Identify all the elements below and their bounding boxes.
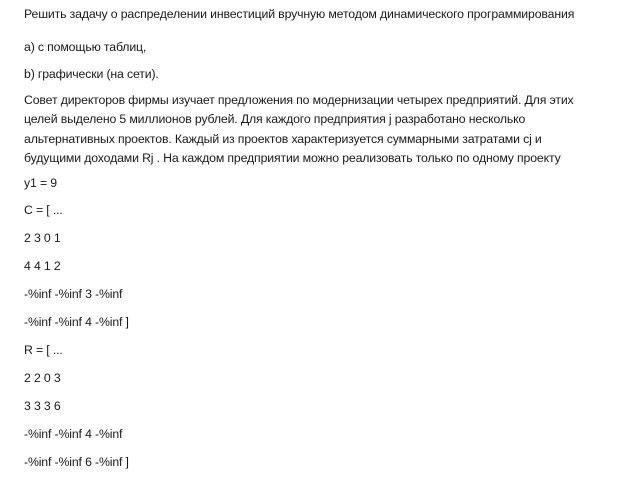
c-matrix-row: -%inf -%inf 4 -%inf ] (24, 315, 129, 329)
description-line: Совет директоров фирмы изучает предложения по модернизации четырех предприятий. Для этих (24, 93, 574, 107)
c-matrix-row: -%inf -%inf 3 -%inf (24, 287, 123, 301)
option-a: а) с помощью таблиц, (24, 40, 147, 54)
c-matrix-header: C = [ ... (24, 203, 63, 217)
r-matrix-row: -%inf -%inf 6 -%inf ] (24, 455, 129, 469)
r-matrix-header: R = [ ... (24, 343, 63, 357)
task-title: Решить задачу о распределении инвестиций вручную методом динамического программирования (24, 7, 575, 21)
description-line: целей выделено 5 миллионов рублей. Для каждого предприятия j разработано несколько (24, 112, 526, 127)
description-line: альтернативных проектов. Каждый из проектов характеризуется суммарными затратами cj и (24, 131, 542, 146)
y1-value: y1 = 9 (24, 176, 57, 190)
r-matrix-row: 2 2 0 3 (24, 371, 61, 385)
c-matrix-row: 2 3 0 1 (24, 231, 61, 245)
task-description (24, 91, 609, 168)
c-matrix-row: 4 4 1 2 (24, 259, 61, 273)
description-line: будущими доходами Rj . На каждом предприятии можно реализовать только по одному проекту (24, 150, 561, 165)
r-matrix-row: 3 3 3 6 (24, 399, 61, 413)
r-matrix-row: -%inf -%inf 4 -%inf (24, 427, 123, 441)
option-b: b) графически (на сети). (24, 67, 159, 81)
